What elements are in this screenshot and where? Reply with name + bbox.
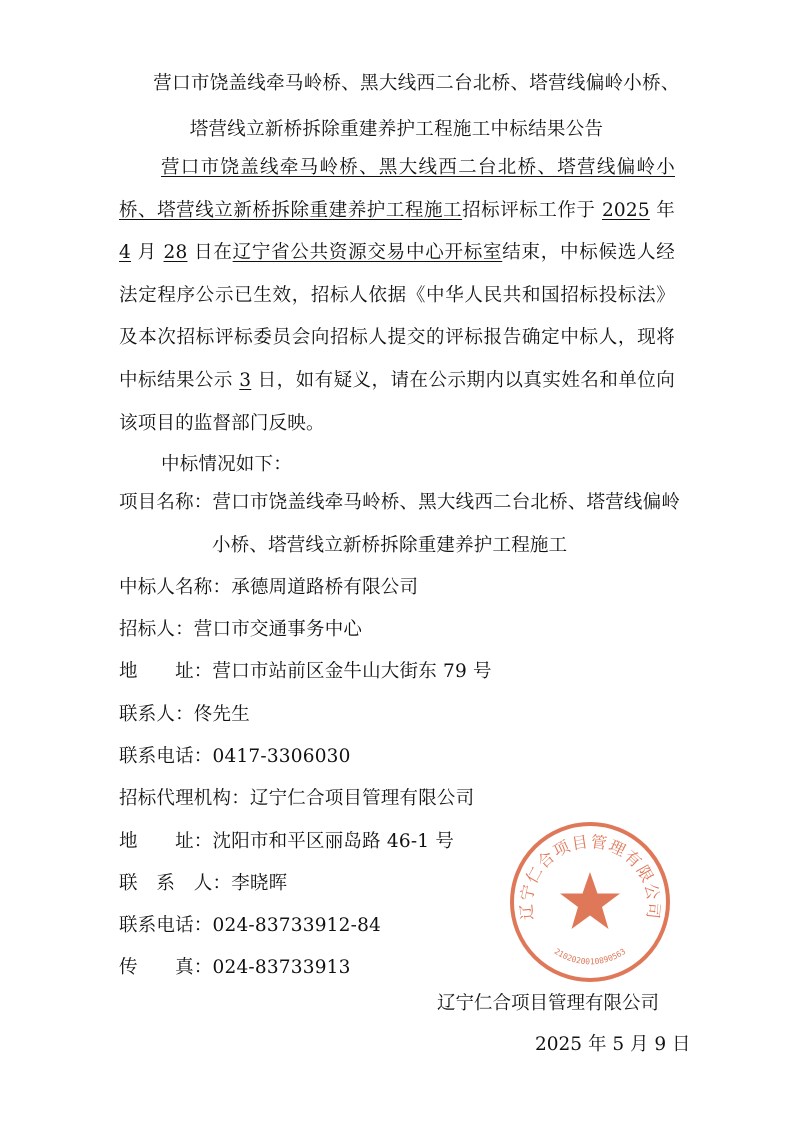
intro-text: 中标情况如下： [161, 454, 292, 475]
agency-address-row: 地 址：沈阳市和平区丽岛路 46-1 号 [119, 831, 455, 852]
agency-row: 招标代理机构：辽宁仁合项目管理有限公司 [119, 788, 475, 809]
title-line-2: 塔营线立新桥拆除重建养护工程施工中标结果公告 [189, 119, 604, 140]
signature-company: 辽宁仁合项目管理有限公司 [437, 993, 660, 1014]
body-year-unit: 年 [656, 199, 675, 221]
project-label: 项目名称： [119, 492, 213, 513]
star-icon [560, 872, 620, 929]
seal-code-text: 2102020010890563 [552, 946, 628, 967]
title-line-1: 营口市饶盖线牵马岭桥、黑大线西二台北桥、塔营线偏岭小桥、 [153, 73, 680, 94]
tenderer-phone-row: 联系电话：0417-3306030 [119, 746, 351, 767]
project-name-row [119, 488, 680, 514]
agency-contact-row: 联 系 人：李晓晖 [119, 873, 288, 894]
company-seal-stamp [508, 820, 672, 984]
svg-text:2102020010890563 [553, 947, 628, 967]
body-day-unit: 日在 [194, 242, 233, 264]
tenderer-row: 招标人：营口市交通事务中心 [119, 619, 363, 640]
tenderer-address-row: 地 址：营口市站前区金牛山大街东 79 号 [119, 661, 492, 682]
project-name-underlined: 营口市饶盖线牵马岭桥、黑大线西二台北桥、塔营线偏岭小桥、塔营线立新桥拆除重建养护工程施工 [119, 157, 675, 221]
body-month: 4 [119, 242, 131, 264]
body-paragraph [119, 147, 675, 445]
tenderer-contact-row: 联系人：佟先生 [119, 704, 250, 725]
body-month-unit: 月 [137, 242, 157, 264]
body-text-3: 日，如有疑义，请在公示期内以真实姓名和单位向该项目的监督部门反映。 [119, 369, 675, 434]
agency-fax-row: 传 真：024-83733913 [119, 957, 351, 978]
body-day: 28 [163, 242, 188, 264]
body-venue: 辽宁省公共资源交易中心开标室 [232, 242, 503, 264]
body-text-1: 招标评标工作于 [462, 199, 596, 221]
signature-date: 2025 年 5 月 9 日 [535, 1034, 691, 1055]
body-text-2: 结束，中标候选人经法定程序公示已生效，招标人依据《中华人民共和国招标投标法》及本次招标评标委员会向招标人提交的评标报告确定中标人，现将中标结果公示 [119, 242, 675, 391]
body-days: 3 [239, 369, 252, 391]
winner-row: 中标人名称：承德周道路桥有限公司 [119, 577, 419, 598]
body-year: 2025 [601, 199, 650, 221]
agency-phone-row: 联系电话：024-83733912-84 [119, 915, 382, 936]
project-value-line-1: 营口市饶盖线牵马岭桥、黑大线西二台北桥、塔营线偏岭 [212, 492, 681, 513]
seal-company-text: 辽宁仁合项目管理有限公司 [516, 831, 664, 921]
project-value-line-2: 小桥、塔营线立新桥拆除重建养护工程施工 [212, 535, 568, 556]
